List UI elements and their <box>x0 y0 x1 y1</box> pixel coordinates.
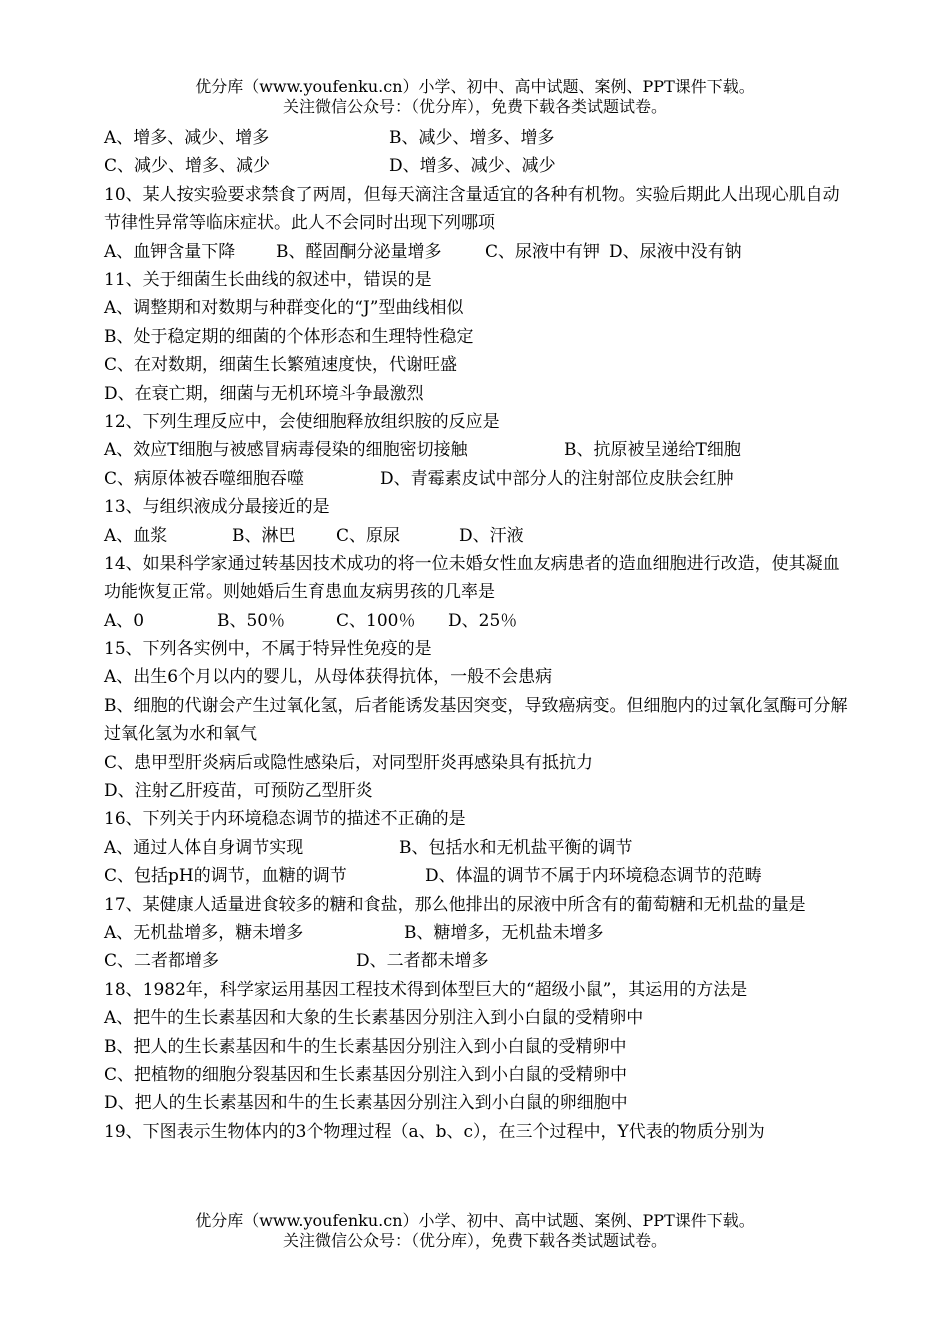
q15-option-a: A、出生6个月以内的婴儿，从母体获得抗体，一般不会患病 <box>104 667 553 688</box>
q16-options-row-1 <box>104 834 856 862</box>
q15-option-c: C、患甲型肝炎病后或隐性感染后，对同型肝炎再感染具有抵抗力 <box>104 752 594 773</box>
footer-line-2: 关注微信公众号：（优分库），免费下载各类试题试卷。 <box>282 1231 667 1250</box>
q12-options-row-1 <box>104 436 856 464</box>
q9-option-b: B、减少、增多、增多 <box>389 128 555 148</box>
q11-option-d: D、在衰亡期，细菌与无机环境斗争最激烈 <box>104 383 424 404</box>
q18-option-c: C、把植物的细胞分裂基因和生长素基因分别注入到小白鼠的受精卵中 <box>104 1065 628 1085</box>
header-line-2: 关注微信公众号：（优分库），免费下载各类试题试卷。 <box>282 97 667 116</box>
header-line-1: 优分库（www.youfenku.cn）小学、初中、高中试题、案例、PPT课件下载。 <box>195 77 755 96</box>
q17-stem: 17、某健康人适量进食较多的糖和食盐，那么他排出的尿液中所含有的葡萄糖和无机盐的量是 <box>104 894 806 915</box>
q15-option-d: D、注射乙肝疫苗，可预防乙型肝炎 <box>104 781 373 802</box>
q10-option-b: B、醛固酮分泌量增多 <box>276 241 442 262</box>
q12-stem: 12、下列生理反应中，会使细胞释放组织胺的反应是 <box>104 411 500 432</box>
q9-option-a: A、增多、减少、增多 <box>104 128 270 148</box>
q15-option-b: B、细胞的代谢会产生过氧化氢，后者能诱发基因突变，导致癌病变。但细胞内的过氧化氢酶可分解过氧化氢为水和氧气 <box>104 695 848 745</box>
q11-option-c: C、在对数期，细菌生长繁殖速度快，代谢旺盛 <box>104 355 458 376</box>
q12-option-c: C、病原体被吞噬细胞吞噬 <box>104 468 305 489</box>
q10-stem: 10、某人按实验要求禁食了两周，但每天滴注含量适宜的各种有机物。实验后期此人出现心肌自动节律性异常等临床症状。此人不会同时出现下列哪项 <box>104 184 840 234</box>
q14-option-d: D、25％ <box>448 610 518 631</box>
q14-option-b: B、50％ <box>217 610 286 631</box>
q13-option-b: B、淋巴 <box>232 525 296 546</box>
q10-option-d: D、尿液中没有钠 <box>609 241 742 262</box>
q12-option-d: D、青霉素皮试中部分人的注射部位皮肤会红肿 <box>380 468 734 489</box>
q11-stem: 11、关于细菌生长曲线的叙述中，错误的是 <box>104 269 432 290</box>
q11-option-a: A、调整期和对数期与种群变化的“J”型曲线相似 <box>104 298 464 319</box>
q9-option-c: C、减少、增多、减少 <box>104 156 271 177</box>
question-list <box>104 124 856 1146</box>
q16-option-c: C、包括pH的调节，血糖的调节 <box>104 866 347 887</box>
q12-options-row-2 <box>104 465 856 493</box>
q18-option-a: A、把牛的生长素基因和大象的生长素基因分别注入到小白鼠的受精卵中 <box>104 1008 644 1029</box>
q13-option-a: A、血浆 <box>104 525 168 546</box>
q12-option-b: B、抗原被呈递给T细胞 <box>564 440 741 461</box>
q17-option-a: A、无机盐增多，糖未增多 <box>104 923 304 944</box>
q10-options <box>104 238 856 266</box>
q10-option-a: A、血钾含量下降 <box>104 241 236 262</box>
q13-stem: 13、与组织液成分最接近的是 <box>104 497 330 518</box>
q14-stem: 14、如果科学家通过转基因技术成功的将一位未婚女性血友病患者的造血细胞进行改造，使其凝血功能恢复正常。则她婚后生育患血友病男孩的几率是 <box>104 553 840 603</box>
q14-option-c: C、100％ <box>336 610 416 631</box>
q16-stem: 16、下列关于内环境稳态调节的描述不正确的是 <box>104 809 466 830</box>
q9-option-d: D、增多、减少、减少 <box>389 156 556 177</box>
q17-option-d: D、二者都未增多 <box>356 951 489 972</box>
q13-option-c: C、原尿 <box>336 525 401 546</box>
page-header <box>0 77 950 117</box>
q17-option-b: B、糖增多，无机盐未增多 <box>404 923 604 944</box>
q10-option-c: C、尿液中有钾 <box>485 241 601 262</box>
q15-stem: 15、下列各实例中，不属于特异性免疫的是 <box>104 639 432 660</box>
page-footer <box>0 1211 950 1251</box>
q13-options <box>104 522 856 550</box>
footer-line-1: 优分库（www.youfenku.cn）小学、初中、高中试题、案例、PPT课件下载。 <box>195 1211 755 1230</box>
q16-option-a: A、通过人体自身调节实现 <box>104 837 304 858</box>
q19-stem: 19、下图表示生物体内的3个物理过程（a、b、c），在三个过程中，Y代表的物质分别为 <box>104 1121 765 1142</box>
q9-options-row-1 <box>104 124 856 152</box>
q18-stem: 18、1982年，科学家运用基因工程技术得到体型巨大的“超级小鼠”，其运用的方法是 <box>104 979 748 1000</box>
q13-option-d: D、汗液 <box>459 525 524 546</box>
q17-option-c: C、二者都增多 <box>104 951 220 972</box>
q16-option-d: D、体温的调节不属于内环境稳态调节的范畴 <box>425 866 762 887</box>
q11-option-b: B、处于稳定期的细菌的个体形态和生理特性稳定 <box>104 326 474 347</box>
q18-option-b: B、把人的生长素基因和牛的生长素基因分别注入到小白鼠的受精卵中 <box>104 1036 627 1057</box>
q14-options <box>104 607 856 635</box>
q17-options-row-1 <box>104 919 856 947</box>
q16-option-b: B、包括水和无机盐平衡的调节 <box>399 837 633 858</box>
q12-option-a: A、效应T细胞与被感冒病毒侵染的细胞密切接触 <box>104 440 468 461</box>
q16-options-row-2 <box>104 862 856 890</box>
q9-options-row-2 <box>104 152 856 180</box>
q17-options-row-2 <box>104 947 856 975</box>
q18-option-d: D、把人的生长素基因和牛的生长素基因分别注入到小白鼠的卵细胞中 <box>104 1093 628 1114</box>
q14-option-a: A、0 <box>104 610 145 631</box>
